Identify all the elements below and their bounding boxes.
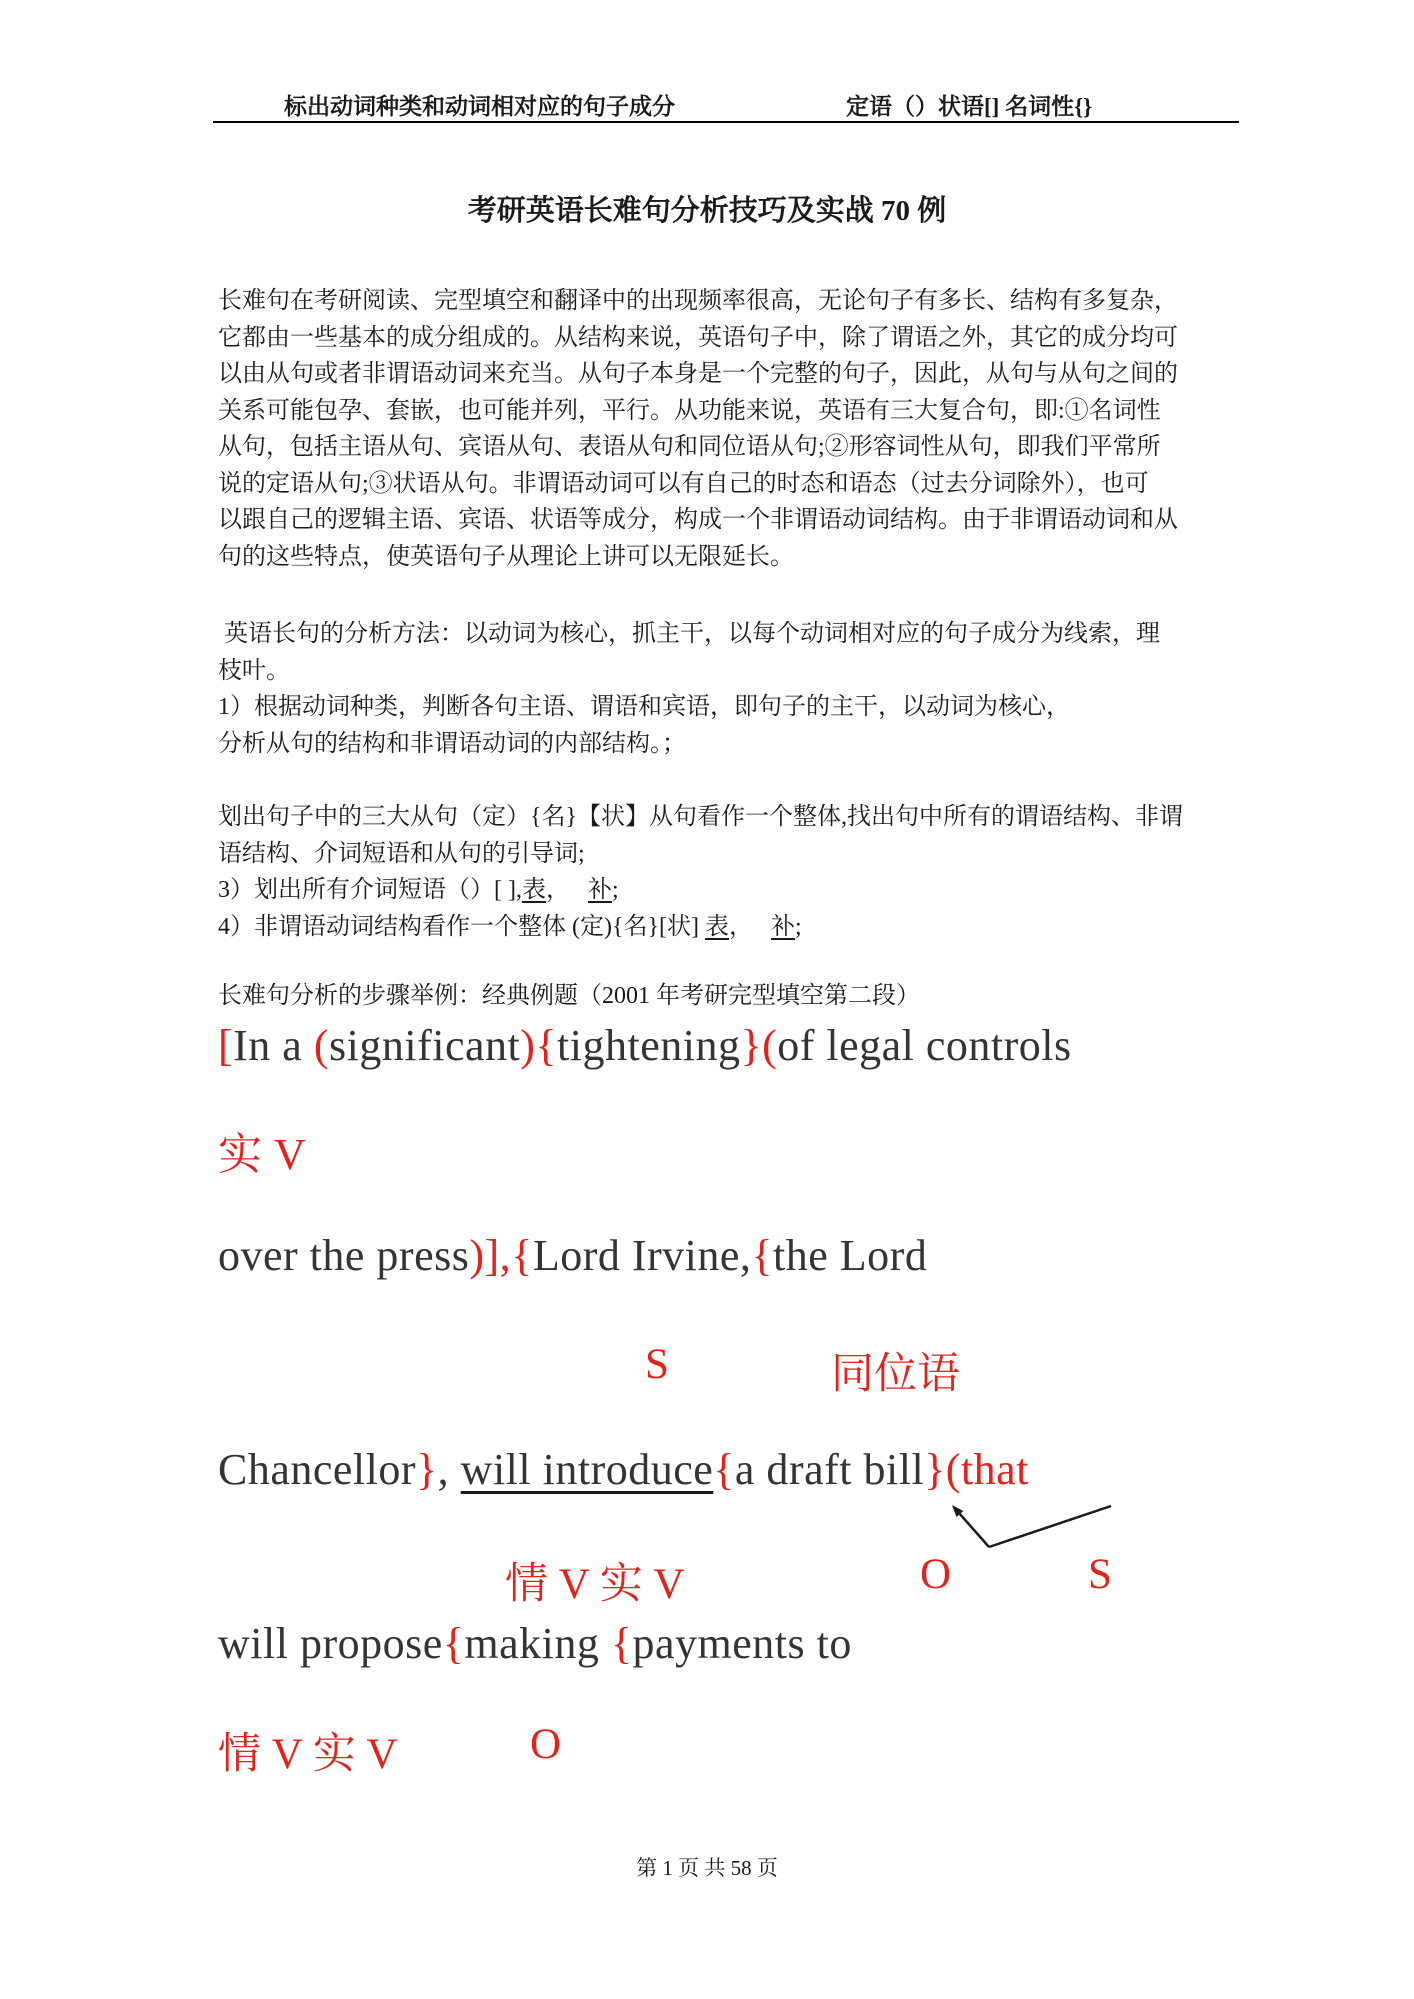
text-line: 说的定语从句;③状语从句。非谓语动词可以有自己的时态和语态（过去分词除外），也可 bbox=[218, 470, 1149, 497]
annotation-line-qv-sv-o bbox=[0, 1720, 1414, 1784]
text-segment: ; bbox=[795, 913, 802, 940]
text-line: 以由从句或者非谓语动词来充当。从句子本身是一个完整的句子，因此，从句与从句之间的 bbox=[218, 361, 1178, 387]
header-right-text: 定语（）状语[] 名词性{} bbox=[846, 94, 1093, 119]
red-annotation-segment: [ bbox=[218, 1021, 234, 1070]
red-annotation-segment: { bbox=[751, 1231, 774, 1280]
text-line: 划出句子中的三大从句（定）{名}【状】从句看作一个整体,找出句中所有的谓语结构、非谓 bbox=[218, 804, 1184, 830]
text-line: 枝叶。 bbox=[218, 657, 290, 684]
text-segment: over the press bbox=[218, 1231, 470, 1280]
sentence-line-1 bbox=[218, 1020, 1072, 1071]
red-annotation-segment: )], bbox=[469, 1231, 512, 1280]
sentence-line-3 bbox=[218, 1444, 1029, 1495]
text-segment: 补 bbox=[771, 913, 796, 940]
text-segment: ; bbox=[611, 877, 619, 903]
sentence-line-2 bbox=[218, 1230, 927, 1281]
text-segment: 3）划出所有介词短语（）[ ], bbox=[218, 877, 522, 903]
text-line: 以跟自己的逻辑主语、宾语、状语等成分，构成一个非谓语动词结构。由于非谓语动词和从 bbox=[218, 507, 1178, 533]
text-line: 句的这些特点，使英语句子从理论上讲可以无限延长。 bbox=[218, 543, 794, 570]
text-segment: , bbox=[437, 1445, 461, 1494]
red-annotation-segment: (that bbox=[945, 1445, 1029, 1494]
header-rule bbox=[213, 121, 1239, 123]
red-annotation-segment: ( bbox=[313, 1021, 329, 1070]
text-segment: payments to bbox=[632, 1619, 852, 1668]
text-line: 1）根据动词种类，判断各句主语、谓语和宾语，即句子的主干，以动词为核心， bbox=[218, 694, 1070, 720]
red-annotation-segment: } bbox=[416, 1445, 438, 1494]
red-annotation-segment: 情 V 实 V bbox=[218, 1731, 398, 1778]
text-line: 语结构、介词短语和从句的引导词; bbox=[218, 840, 585, 867]
red-annotation-segment: S bbox=[645, 1341, 669, 1388]
red-annotation-segment: { bbox=[511, 1231, 533, 1280]
text-line bbox=[218, 909, 1220, 946]
text-segment: 表 bbox=[705, 913, 730, 940]
red-annotation-segment: ( bbox=[762, 1021, 778, 1070]
text-line: 从句，包括主语从句、宾语从句、表语从句和同位语从句;②形容词性从句，即我们平常所 bbox=[218, 434, 1161, 460]
text-segment: significant bbox=[329, 1021, 521, 1070]
red-annotation-segment: { bbox=[535, 1021, 558, 1070]
page-number: 第 1 页 共 58 页 bbox=[636, 1856, 778, 1880]
red-annotation-segment: { bbox=[713, 1445, 735, 1494]
annotation-line-s-apposition bbox=[0, 1340, 1414, 1404]
text-line bbox=[218, 872, 1220, 909]
annotation-line-shi-v bbox=[218, 1118, 306, 1182]
example-caption: 长难句分析的步骤举例：经典例题（2001 年考研完型填空第二段） bbox=[218, 983, 920, 1009]
text-segment: ， bbox=[545, 877, 588, 903]
text-segment: will introduce bbox=[460, 1445, 714, 1494]
intro-paragraph bbox=[218, 283, 1220, 575]
text-line: 分析从句的结构和非谓语动词的内部结构。； bbox=[218, 730, 686, 757]
method-paragraph bbox=[218, 616, 1220, 762]
red-annotation-segment: S bbox=[1088, 1551, 1112, 1598]
text-segment: Lord Irvine, bbox=[532, 1231, 752, 1280]
text-segment: making bbox=[464, 1619, 611, 1668]
annotation-line-qv-sv-o-s bbox=[0, 1550, 1414, 1614]
steps-paragraph bbox=[218, 799, 1220, 945]
text-line: 英语长句的分析方法：以动词为核心，抓主干，以每个动词相对应的句子成分为线索，理 bbox=[218, 621, 1160, 647]
text-segment: the Lord bbox=[773, 1231, 928, 1280]
text-segment: Chancellor bbox=[218, 1445, 417, 1494]
text-line: 长难句在考研阅读、完型填空和翻译中的出现频率很高，无论句子有多长、结构有多复杂， bbox=[218, 288, 1178, 314]
red-annotation-segment: { bbox=[442, 1619, 465, 1668]
text-segment: tightening bbox=[557, 1021, 741, 1070]
text-line: 它都由一些基本的成分组成的。从结构来说，英语句子中，除了谓语之外，其它的成分均可 bbox=[218, 324, 1178, 351]
red-annotation-segment: O bbox=[530, 1721, 562, 1768]
text-segment: 4）非谓语动词结构看作一个整体 (定){名}[状] bbox=[218, 913, 706, 940]
text-segment: ， bbox=[729, 913, 772, 940]
text-segment: will propose bbox=[218, 1619, 443, 1668]
text-segment: of legal controls bbox=[777, 1021, 1072, 1070]
red-annotation-segment: } bbox=[740, 1021, 763, 1070]
text-segment: In a bbox=[233, 1021, 314, 1070]
red-annotation-segment: 情 V 实 V bbox=[505, 1561, 685, 1608]
header-left-text: 标出动词种类和动词相对应的句子成分 bbox=[284, 94, 675, 119]
text-segment: 补 bbox=[587, 877, 612, 903]
red-annotation-segment: 实 V bbox=[218, 1130, 307, 1179]
text-segment: 表 bbox=[521, 877, 546, 903]
red-annotation-segment: } bbox=[924, 1445, 946, 1494]
text-segment: a draft bill bbox=[734, 1445, 925, 1494]
red-annotation-segment: 同位语 bbox=[831, 1351, 960, 1398]
red-annotation-segment: { bbox=[610, 1619, 633, 1668]
red-annotation-segment: ) bbox=[520, 1021, 536, 1070]
text-line: 关系可能包孕、套嵌，也可能并列，平行。从功能来说，英语有三大复合句，即:①名词性 bbox=[218, 397, 1161, 424]
document-title: 考研英语长难句分析技巧及实战 70 例 bbox=[467, 195, 947, 227]
sentence-line-4 bbox=[218, 1618, 852, 1669]
red-annotation-segment: O bbox=[920, 1551, 952, 1598]
